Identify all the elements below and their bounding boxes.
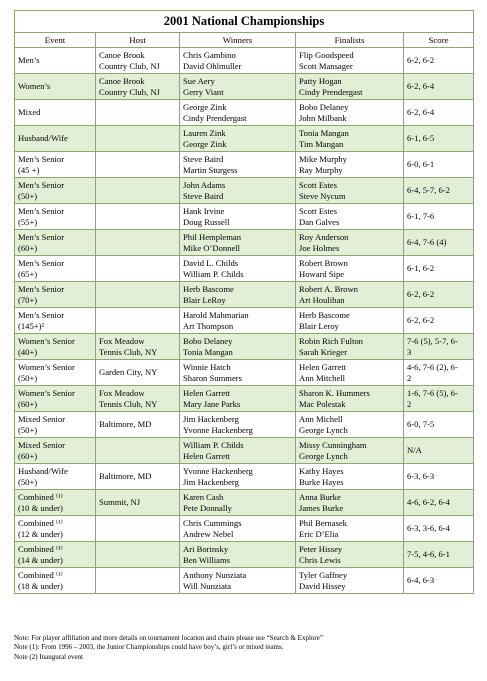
cell-host xyxy=(96,282,180,308)
cell-finalists: Missy Cunningham George Lynch xyxy=(296,438,404,464)
cell-winners: Yvonne Hackenberg Jim Hackenberg xyxy=(180,464,296,490)
table-row xyxy=(15,100,474,126)
cell-finalists: Scott Estes Steve Nycum xyxy=(296,178,404,204)
cell-event: Mixed Senior (60+) xyxy=(15,438,96,464)
cell-score: 1-6, 7-6 (5), 6- 2 xyxy=(404,386,474,412)
cell-winners: Chris Gambino David Ohlmuller xyxy=(180,48,296,74)
cell-host xyxy=(96,152,180,178)
cell-event: Combined ⁽¹⁾ (18 & under) xyxy=(15,568,96,594)
cell-finalists: Mike Murphy Ray Murphy xyxy=(296,152,404,178)
cell-score: 6-2, 6-4 xyxy=(404,100,474,126)
cell-winners: Chris Cummings Andrew Nebel xyxy=(180,516,296,542)
cell-finalists: Flip Goodspeed Scott Mansager xyxy=(296,48,404,74)
table-row xyxy=(15,308,474,334)
cell-score: 7-5, 4-6, 6-1 xyxy=(404,542,474,568)
cell-host xyxy=(96,126,180,152)
header-row xyxy=(15,33,474,48)
cell-event: Men’s Senior (55+) xyxy=(15,204,96,230)
cell-score: 6-4, 6-3 xyxy=(404,568,474,594)
cell-finalists: Kathy Hayes Burke Hayes xyxy=(296,464,404,490)
cell-event: Men’s Senior (50+) xyxy=(15,178,96,204)
cell-score: 4-6, 6-2, 6-4 xyxy=(404,490,474,516)
cell-finalists: Tyler Gaffney David Hissey xyxy=(296,568,404,594)
cell-host: Baltimore, MD xyxy=(96,464,180,490)
cell-host xyxy=(96,178,180,204)
cell-score: 6-2, 6-2 xyxy=(404,282,474,308)
cell-score: 6-0, 6-1 xyxy=(404,152,474,178)
cell-finalists: Roy Anderson Joe Holmes xyxy=(296,230,404,256)
table-row xyxy=(15,516,474,542)
cell-score: 6-1, 7-6 xyxy=(404,204,474,230)
cell-host: Baltimore, MD xyxy=(96,412,180,438)
table-row xyxy=(15,178,474,204)
cell-winners: Helen Garrett Mary Jane Parks xyxy=(180,386,296,412)
table-row xyxy=(15,74,474,100)
cell-winners: George Zink Cindy Prendergast xyxy=(180,100,296,126)
cell-host: Summit, NJ xyxy=(96,490,180,516)
cell-finalists: Anna Burke James Burke xyxy=(296,490,404,516)
cell-score: 6-0, 7-5 xyxy=(404,412,474,438)
cell-score: 6-3, 3-6, 6-4 xyxy=(404,516,474,542)
cell-host: Canoe Brook Country Club, NJ xyxy=(96,74,180,100)
header-host: Host xyxy=(96,33,180,48)
table-row xyxy=(15,282,474,308)
cell-score: 7-6 (5), 5-7, 6- 3 xyxy=(404,334,474,360)
cell-finalists: Herb Bascome Blair Leroy xyxy=(296,308,404,334)
cell-score: 6-2, 6-4 xyxy=(404,74,474,100)
cell-score: 6-1, 6-2 xyxy=(404,256,474,282)
cell-host xyxy=(96,100,180,126)
championships-table xyxy=(14,10,474,594)
table-row xyxy=(15,230,474,256)
cell-score: 4-6, 7-6 (2), 6- 2 xyxy=(404,360,474,386)
table-row xyxy=(15,360,474,386)
cell-score: 6-1, 6-5 xyxy=(404,126,474,152)
table-row xyxy=(15,464,474,490)
cell-host xyxy=(96,230,180,256)
cell-winners: Jim Hackenberg Yvonne Hackenberg xyxy=(180,412,296,438)
cell-winners: Ari Borinsky Ben Williams xyxy=(180,542,296,568)
cell-finalists: Helen Garrett Ann Mitchell xyxy=(296,360,404,386)
table-row xyxy=(15,204,474,230)
table-row xyxy=(15,256,474,282)
cell-host: Fox Meadow Tennis Club, NY xyxy=(96,386,180,412)
cell-event: Men’s Senior (45 +) xyxy=(15,152,96,178)
cell-event: Men’s Senior (65+) xyxy=(15,256,96,282)
cell-winners: John Adams Steve Baird xyxy=(180,178,296,204)
cell-event: Combined ⁽¹⁾ (14 & under) xyxy=(15,542,96,568)
table-row xyxy=(15,126,474,152)
cell-finalists: Peter Hissey Chris Lewis xyxy=(296,542,404,568)
cell-event: Combined ⁽¹⁾ (10 & under) xyxy=(15,490,96,516)
cell-finalists: Patty Hogan Cindy Prendergast xyxy=(296,74,404,100)
cell-event: Combined ⁽¹⁾ (12 & under) xyxy=(15,516,96,542)
cell-host xyxy=(96,516,180,542)
cell-finalists: Robert Brown Howard Sipe xyxy=(296,256,404,282)
cell-finalists: Ann Michell George Lynch xyxy=(296,412,404,438)
cell-score: 6-2, 6-2 xyxy=(404,48,474,74)
cell-host xyxy=(96,308,180,334)
cell-event: Men’s xyxy=(15,48,96,74)
cell-finalists: Tonia Mangan Tim Mangan xyxy=(296,126,404,152)
table-row xyxy=(15,490,474,516)
cell-event: Women’s Senior (40+) xyxy=(15,334,96,360)
cell-score: 6-4, 7-6 (4) xyxy=(404,230,474,256)
table-body xyxy=(15,48,474,594)
cell-event: Husband/Wife xyxy=(15,126,96,152)
table-row xyxy=(15,152,474,178)
cell-finalists: Sharon K. Hummers Mac Polestak xyxy=(296,386,404,412)
cell-event: Men’s Senior (70+) xyxy=(15,282,96,308)
cell-host xyxy=(96,438,180,464)
cell-host: Garden City, NY xyxy=(96,360,180,386)
footnotes xyxy=(14,634,473,662)
cell-finalists: Phil Bernasek Eric D’Elia xyxy=(296,516,404,542)
cell-winners: Steve Baird Martin Sturgess xyxy=(180,152,296,178)
cell-event: Men’s Senior (145+)² xyxy=(15,308,96,334)
note-2: Note (2) Inaugural event xyxy=(14,652,83,661)
cell-winners: Winnie Hatch Sharon Summers xyxy=(180,360,296,386)
cell-event: Women’s Senior (50+) xyxy=(15,360,96,386)
cell-score: N/A xyxy=(404,438,474,464)
note-general: Note: For player affiliation and more details on tournament location and chairs please use “Search & Explore” xyxy=(14,634,323,642)
table-row xyxy=(15,568,474,594)
cell-event: Husband/Wife (50+) xyxy=(15,464,96,490)
note-1: Note (1): From 1996 – 2003, the Junior Championships could have boy’s, girl’s or mixed teams. xyxy=(14,643,284,652)
table-row xyxy=(15,542,474,568)
cell-host xyxy=(96,568,180,594)
cell-finalists: Scott Estes Dan Galves xyxy=(296,204,404,230)
cell-host xyxy=(96,542,180,568)
table-row xyxy=(15,438,474,464)
cell-event: Mixed xyxy=(15,100,96,126)
cell-finalists: Robin Rich Fulton Sarah Krieger xyxy=(296,334,404,360)
cell-winners: Bobo Delaney Tonia Mangan xyxy=(180,334,296,360)
championships-table-container xyxy=(14,10,473,594)
cell-winners: Phil Hempleman Mike O’Donnell xyxy=(180,230,296,256)
header-event: Event xyxy=(15,33,96,48)
table-row xyxy=(15,386,474,412)
cell-event: Women’s xyxy=(15,74,96,100)
cell-host: Fox Meadow Tennis Club, NY xyxy=(96,334,180,360)
cell-score: 6-4, 5-7, 6-2 xyxy=(404,178,474,204)
header-score: Score xyxy=(404,33,474,48)
cell-event: Women’s Senior (60+) xyxy=(15,386,96,412)
cell-finalists: Robert A. Brown Art Houlihan xyxy=(296,282,404,308)
cell-winners: Hank Irvine Doug Russell xyxy=(180,204,296,230)
cell-winners: Anthony Nunziata Will Nunziata xyxy=(180,568,296,594)
cell-winners: Lauren Zink George Zink xyxy=(180,126,296,152)
cell-winners: Karen Cash Pete Donnally xyxy=(180,490,296,516)
cell-event: Men’s Senior (60+) xyxy=(15,230,96,256)
cell-winners: Herb Bascome Blair LeRoy xyxy=(180,282,296,308)
cell-winners: Sue Aery Gerry Viant xyxy=(180,74,296,100)
cell-event: Mixed Senior (50+) xyxy=(15,412,96,438)
cell-score: 6-2, 6-2 xyxy=(404,308,474,334)
cell-host xyxy=(96,204,180,230)
table-title: 2001 National Championships xyxy=(15,11,474,33)
table-row xyxy=(15,48,474,74)
header-finalists: Finalists xyxy=(296,33,404,48)
cell-winners: Harold Mahmarian Art Thompson xyxy=(180,308,296,334)
table-row xyxy=(15,334,474,360)
cell-winners: William P. Childs Helen Garrett xyxy=(180,438,296,464)
header-winners: Winners xyxy=(180,33,296,48)
cell-winners: David L. Childs William P. Childs xyxy=(180,256,296,282)
cell-score: 6-3, 6-3 xyxy=(404,464,474,490)
table-row xyxy=(15,412,474,438)
cell-finalists: Bobo Delaney John Milbank xyxy=(296,100,404,126)
cell-host: Canoe Brook Country Club, NJ xyxy=(96,48,180,74)
cell-host xyxy=(96,256,180,282)
